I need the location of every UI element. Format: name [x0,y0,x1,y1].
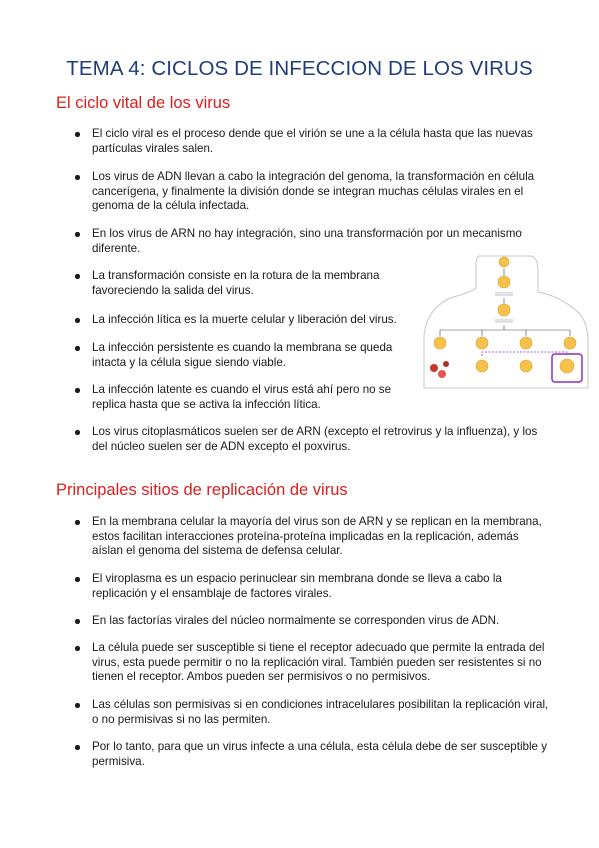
list-item: El ciclo viral es el proceso dende que el virión se une a la célula hasta que las nuevas partículas virales salen. [92,127,552,156]
lysed-cell-icon [438,370,446,378]
cell-icon [476,360,488,372]
list-item: La transformación consiste en la rotura de la membrana favoreciendo la salida del virus. [92,269,414,298]
list-item: El viroplasma es un espacio perinuclear sin membrana donde se lleva a cabo la replicación y el ensamblaje de factores virales. [92,572,552,601]
bullet-icon [75,646,80,651]
list-item: En la membrana celular la mayoría del virus son de ARN y se replican en la membrana, estos facilitan interacciones proteína-proteína implicadas en la replicación, además aíslan el genoma del sistema de defensa celular. [92,515,552,559]
bullet-icon [75,577,80,582]
list-item: La infección persistente es cuando la membrana se queda intacta y la célula sigue siendo viable. [92,341,414,370]
list-item: Por lo tanto, para que un virus infecte a una célula, esta célula debe de ser susceptible y permisiva. [92,740,552,769]
cell-icon [520,360,532,372]
label-box-icon [495,319,513,323]
list-item: Las células son permisivas si en condiciones intracelulares posibilitan la replicación viral, o no permisivas si no las permiten. [92,698,552,727]
bullet-icon [75,520,80,525]
cell-icon [476,337,488,349]
bullet-icon [75,703,80,708]
lysed-cell-icon [443,361,449,367]
bullet-icon [75,175,80,180]
bullet-icon [75,232,80,237]
cell-icon [498,276,510,288]
list-item: Los virus de ADN llevan a cabo la integración del genoma, la transformación en célula cancerígena, y finalmente la división donde se integran muchas células virales en el genoma de la célula infectada. [92,170,552,214]
list-item: La infección latente es cuando el virus está ahí pero no se replica hasta que se activa la infección lítica. [92,383,414,412]
label-box-icon [495,292,513,296]
section-heading-ciclo-vital: El ciclo vital de los virus [56,94,231,112]
viral-infection-cycle-diagram [420,252,592,392]
section-heading-sitios-replicacion: Principales sitios de replicación de virus [56,481,348,499]
virion-icon [499,257,509,267]
bullet-icon [75,132,80,137]
cell-icon [560,359,574,373]
bullet-icon [75,388,80,393]
lysed-cell-icon [430,364,438,372]
bullet-icon [75,745,80,750]
list-item: Los virus citoplasmáticos suelen ser de ARN (excepto el retrovirus y la influenza), y los del núcleo suelen ser de ADN excepto el poxvirus. [92,425,552,454]
cell-icon [498,304,510,316]
list-item: La célula puede ser susceptible si tiene el receptor adecuado que permite la entrada del virus, esta puede permitir o no la replicación viral. También pueden ser resistentes si no tienen el receptor. Ambos pueden ser permisivos o no permisivos. [92,641,552,685]
list-item: La infección lítica es la muerte celular y liberación del virus. [92,313,414,328]
bullet-icon [75,318,80,323]
list-item: En los virus de ARN no hay integración, sino una transformación por un mecanismo diferente. [92,227,552,256]
bullet-icon [75,346,80,351]
cell-icon [564,337,576,349]
bullet-icon [75,274,80,279]
cell-icon [434,337,446,349]
list-item: En las factorías virales del núcleo normalmente se corresponden virus de ADN. [92,614,552,629]
cell-icon [520,337,532,349]
bullet-icon [75,619,80,624]
bullet-icon [75,430,80,435]
page-title: TEMA 4: CICLOS DE INFECCION DE LOS VIRUS [66,57,533,80]
